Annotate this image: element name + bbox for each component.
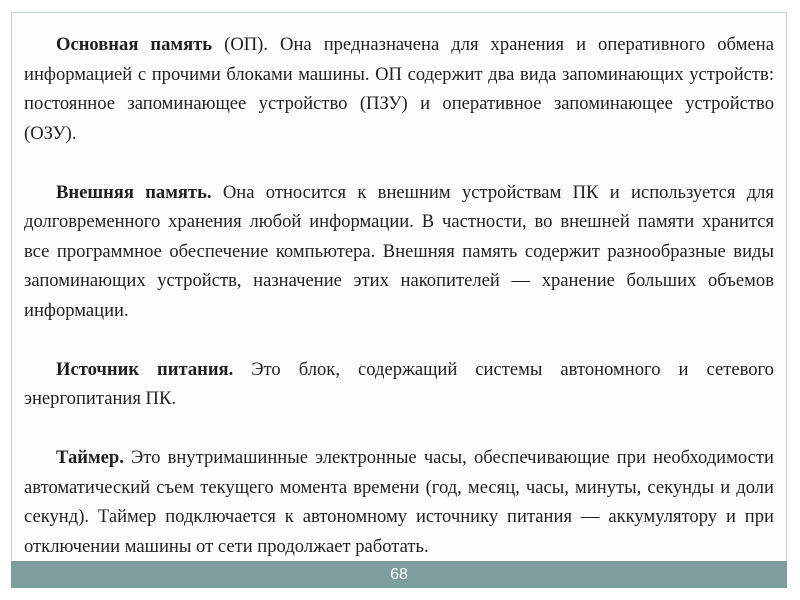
paragraph-power-supply bbox=[24, 355, 774, 414]
slide-body bbox=[24, 30, 774, 561]
text-main-memory: (ОП). Она предназначена для хранения и оперативного обмена информацией с прочими блоками машины. ОП содержит два вида запоминающих устройств: постоянное запоминающее устройство (ПЗУ) и оперативное запоминающее устройство (ОЗУ). bbox=[24, 34, 774, 144]
text-power-supply: Это блок, содержащий системы автономного и сетевого энергопитания ПК. bbox=[24, 358, 774, 409]
term-external-memory: Внешняя память. bbox=[56, 181, 212, 203]
text-timer: Это внутримашинные электронные часы, обеспечивающие при необходимости автоматический съем текущего момента времени (год, месяц, часы, минуты, секунды и доли секунд). Таймер подключается к автономному источнику питания — аккумулятору и при отключении машины от сети продолжает работать. bbox=[24, 447, 774, 557]
term-power-supply: Источник питания. bbox=[56, 358, 234, 380]
paragraph-main-memory bbox=[24, 30, 774, 148]
term-main-memory: Основная память bbox=[56, 34, 213, 55]
footer-bar bbox=[11, 561, 787, 588]
text-external-memory: Она относится к внешним устройствам ПК и используется для долговременного хранения любой информации. В частности, во внешней памяти хранится все программное обеспечение компьютера. Внешняя память содержит разнообразные виды запоминающих устройств, назначение этих накопителей — хранение больших объемов информации. bbox=[24, 181, 774, 321]
page-number: 68 bbox=[390, 566, 408, 583]
paragraph-external-memory bbox=[24, 178, 774, 326]
paragraph-timer bbox=[24, 443, 774, 561]
term-timer: Таймер. bbox=[56, 447, 124, 468]
